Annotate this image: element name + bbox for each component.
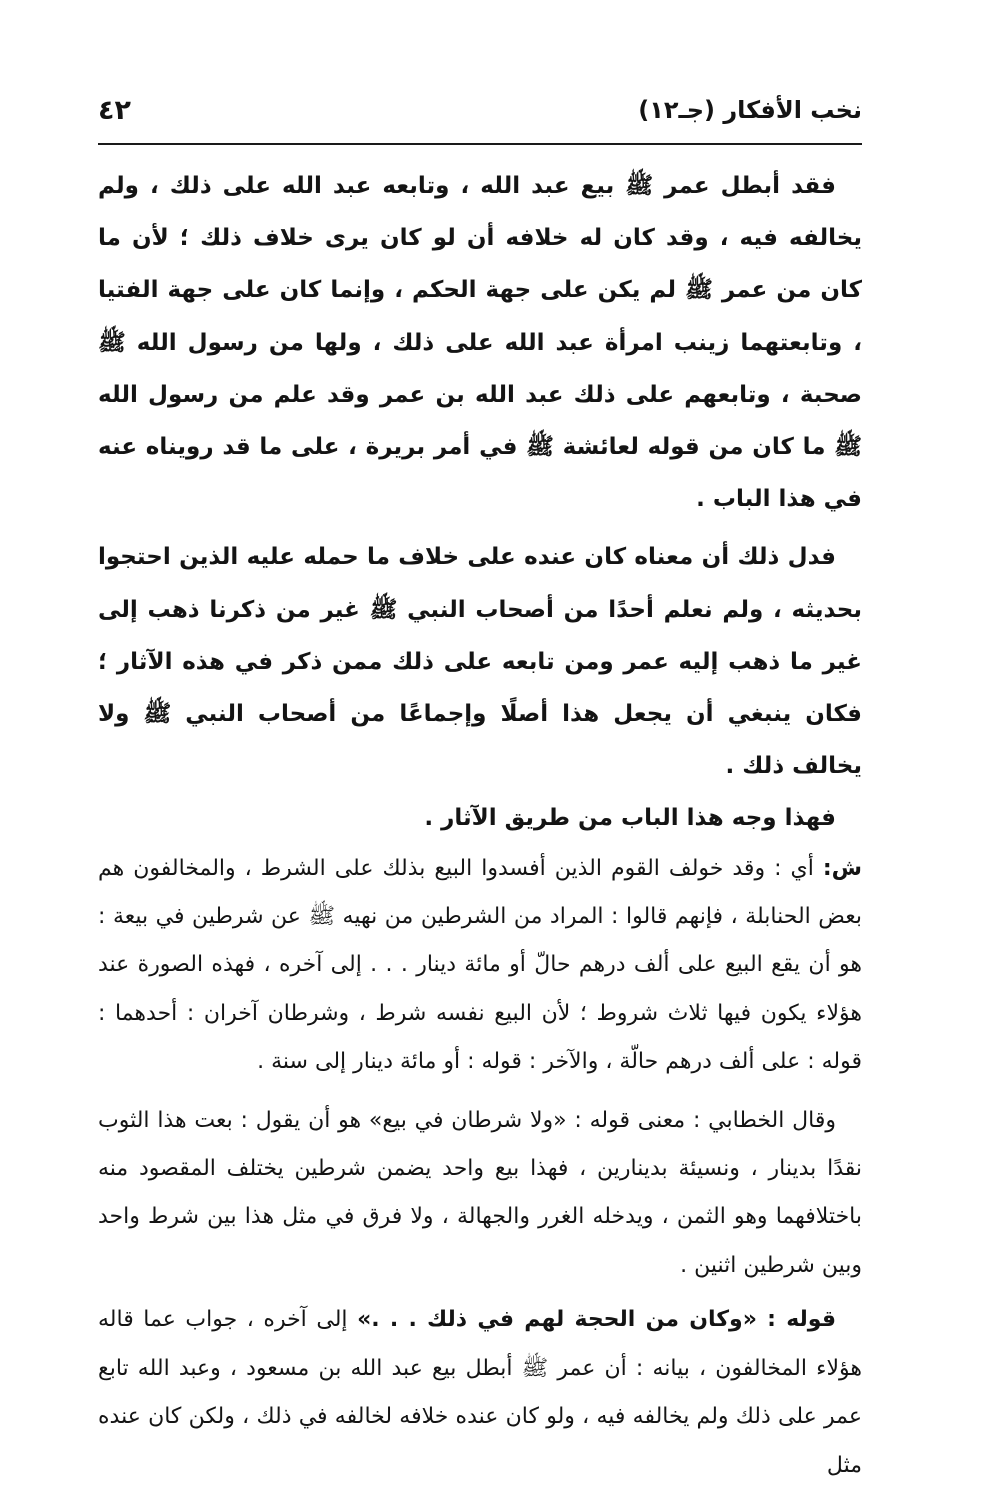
paragraph-1: فقد أبطل عمر ﷺ بيع عبد الله ، وتابعه عبد الله على ذلك ، ولم يخالفه فيه ، وقد كان له خلافه أن لو كان يرى خلاف ذلك ؛ لأن ما كان من عمر ﷺ لم يكن على جهة الحكم ، وإنما كان على جهة الفتيا ، وتابعتهما زينب امرأة عبد الله على ذلك ، ولها من رسول الله ﷺ صحبة ، وتابعهم على ذلك عبد الله بن عمر وقد علم من رسول الله ﷺ ما كان من قوله لعائشة ﷺ في أمر بريرة ، على ما قد رويناه عنه في هذا الباب . [98, 173, 862, 513]
paragraph-5: وقال الخطابي : معنى قوله : «ولا شرطان في بيع» هو أن يقول : بعت هذا الثوب نقدًا بدينار ، ونسيئة بدينارين ، فهذا بيع واحد يضمن شرطين يختلف المقصود منه باختلافهما وهو الثمن ، ويدخله الغرر والجهالة ، ولا فرق في مثل هذا بين شرط واحد وبين شرطين اثنين . [98, 1107, 862, 1278]
paragraph-6-text: إلى آخره ، جواب عما قاله هؤلاء المخالفون ، بيانه : أن عمر ﷺ أبطل بيع عبد الله بن مسعود ، وعبد الله تابع عمر على ذلك ولم يخالفه فيه ، ولو كان عنده خلافه لخالفه في ذلك ، ولكن كان عنده مثل [98, 1307, 862, 1478]
commentary-label: ش: [822, 855, 862, 881]
paragraph-6 [98, 1296, 862, 1490]
paragraph-4-text: أي : وقد خولف القوم الذين أفسدوا البيع بذلك على الشرط ، والمخالفون هم بعض الحنابلة ، فإنهم قالوا : المراد من الشرطين من نهيه ﷺ عن شرطين في بيعة : هو أن يقع البيع على ألف درهم حالّ أو مائة دينار . . . إلى آخره ، فهذه الصورة عند هؤلاء يكون فيها ثلاث شروط ؛ لأن البيع نفسه شرط ، وشرطان آخران : أحدهما : قوله : على ألف درهم حالّة ، والآخر : قوله : أو مائة دينار إلى سنة . [98, 855, 862, 1075]
paragraph-2: فدل ذلك أن معناه كان عنده على خلاف ما حمله عليه الذين احتجوا بحديثه ، ولم نعلم أحدًا من أصحاب النبي ﷺ غير من ذكرنا ذهب إلى غير ما ذهب إليه عمر ومن تابعه على ذلك ممن ذكر في هذه الآثار ؛ فكان ينبغي أن يجعل هذا أصلًا وإجماعًا من أصحاب النبي ﷺ ولا يخالف ذلك . [98, 544, 862, 780]
quoted-phrase: قوله : «وكان من الحجة لهم في ذلك . . .» [357, 1307, 836, 1333]
header-divider [98, 143, 862, 145]
running-title: نخب الأفكار (جـ١٢) [638, 96, 862, 124]
page-number: ٤٢ [98, 94, 131, 126]
paragraph-3: فهذا وجه هذا الباب من طريق الآثار . [424, 805, 836, 832]
page-body [98, 160, 862, 1490]
paragraph-4 [98, 845, 862, 1087]
page-header [98, 90, 862, 130]
